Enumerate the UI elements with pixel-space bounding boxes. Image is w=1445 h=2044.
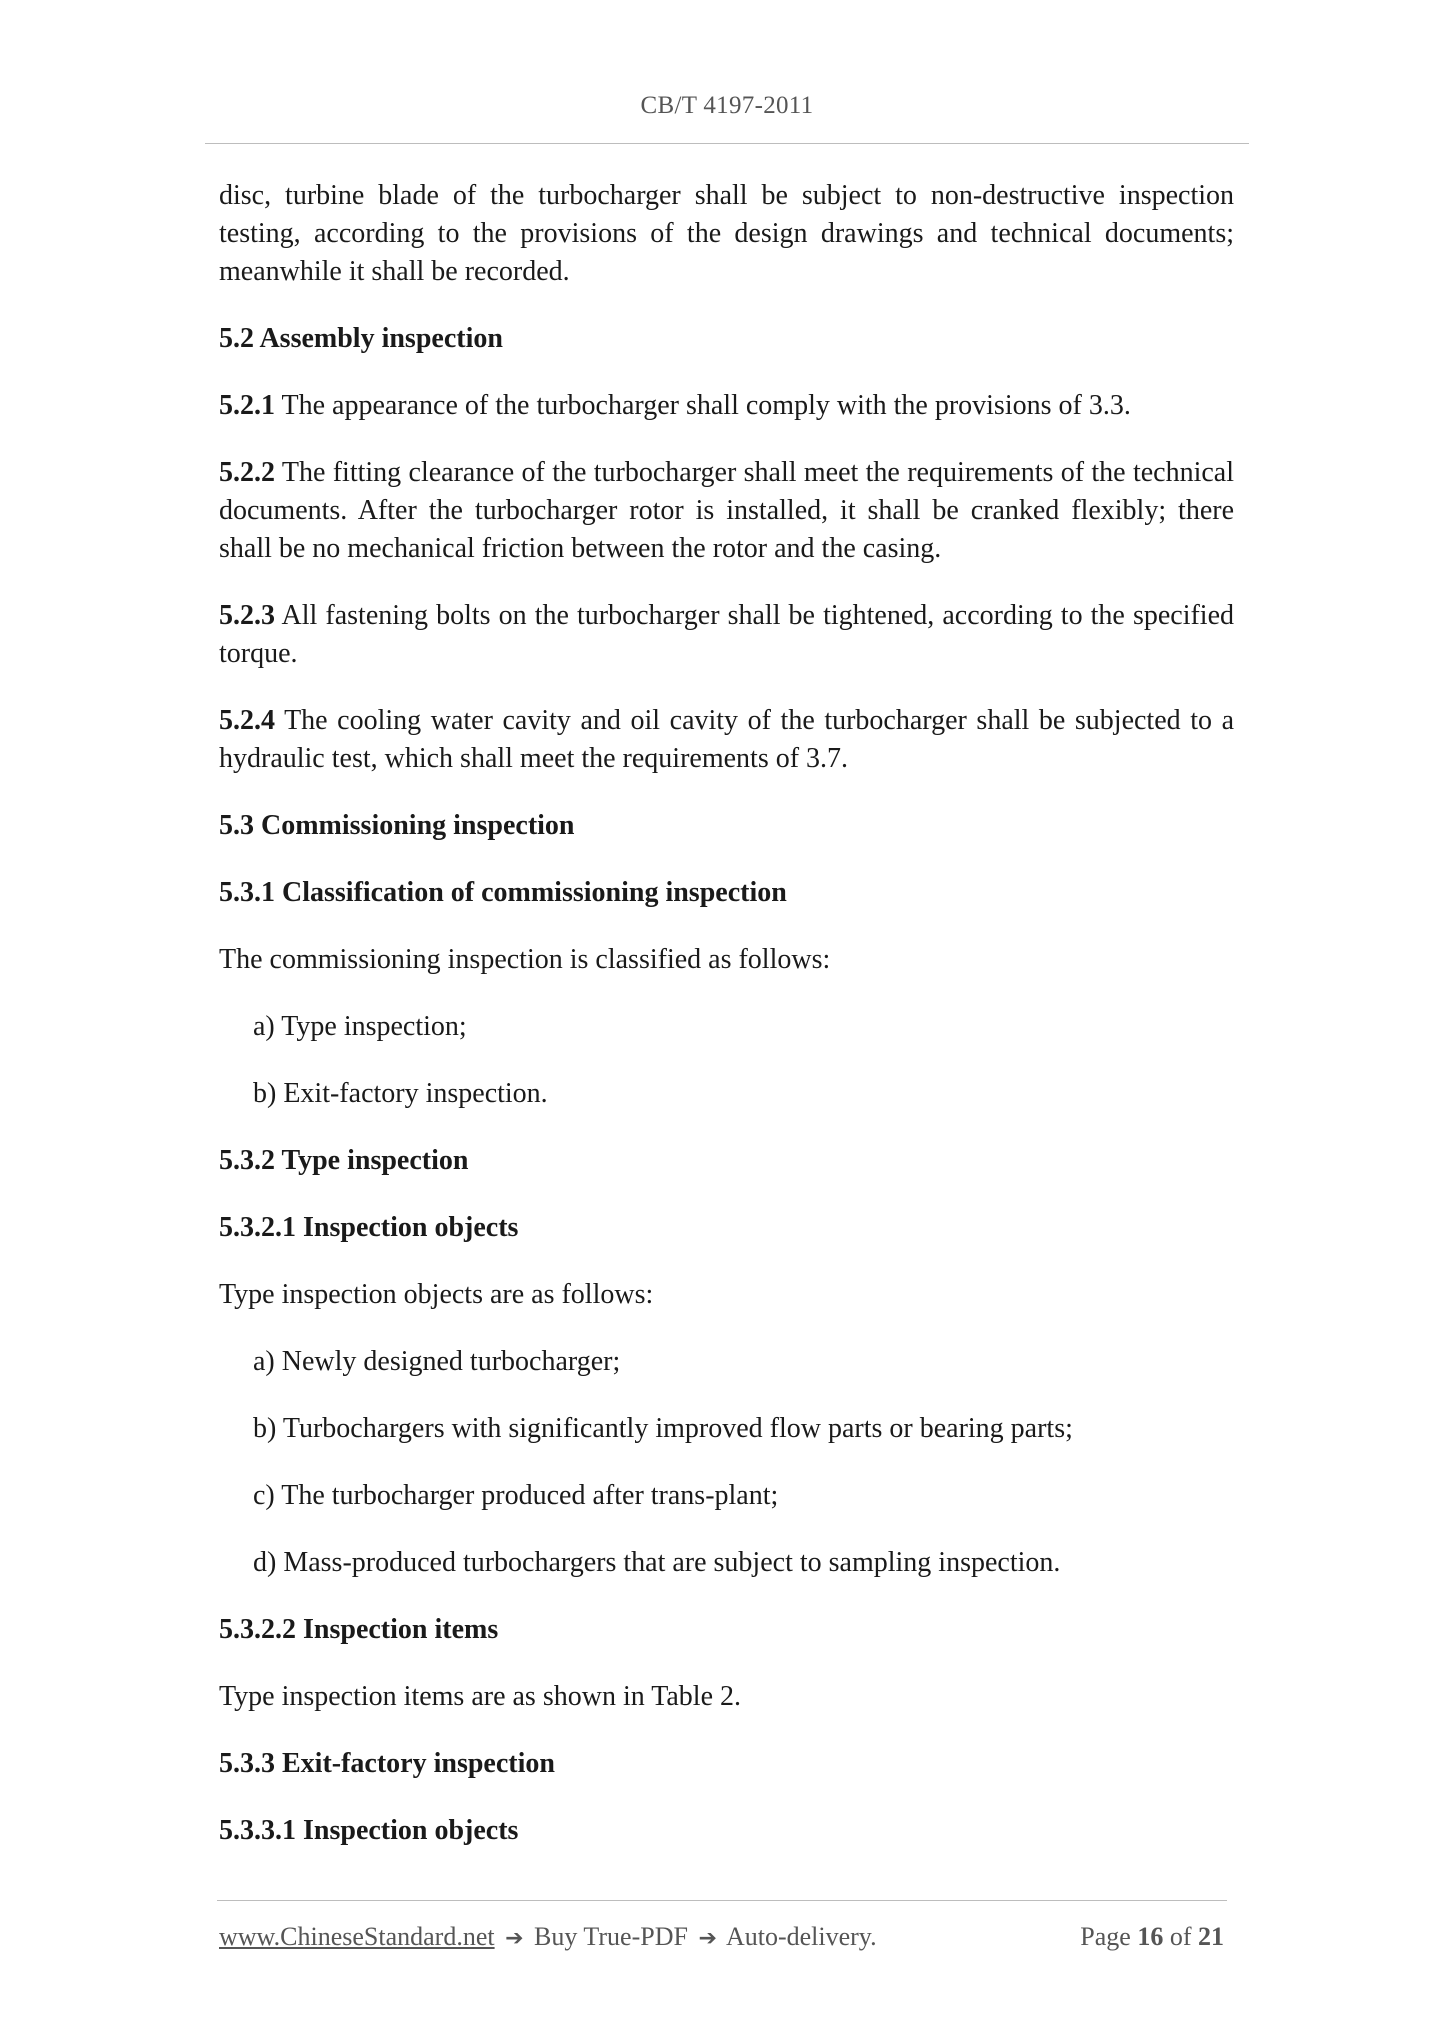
- page-label: Page: [1080, 1922, 1131, 1951]
- clause-5-2-4: [219, 702, 1234, 778]
- list-item: d) Mass-produced turbochargers that are subject to sampling inspection.: [253, 1547, 1061, 1578]
- intro-paragraph: disc, turbine blade of the turbocharger shall be subject to non-destructive inspection testing, according to the provisions of the design drawings and technical documents; meanwhile it shall be recorded.: [219, 180, 1234, 287]
- clause-number: 5.2.1: [219, 390, 275, 421]
- paragraph-5-3-1: The commissioning inspection is classified as follows:: [219, 944, 831, 975]
- auto-delivery-text: Auto-delivery.: [725, 1922, 877, 1951]
- paragraph-5-3-2-1: Type inspection objects are as follows:: [219, 1279, 654, 1310]
- clause-5-2-3: [219, 597, 1234, 673]
- clause-text: The fitting clearance of the turbocharger shall meet the requirements of the technical documents. After the turbocharger rotor is installed, it shall be cranked flexibly; there shall be no mechanical friction between the rotor and the casing.: [219, 457, 1234, 564]
- list-item: a) Newly designed turbocharger;: [253, 1346, 621, 1377]
- heading-5-3-2-1: 5.3.2.1 Inspection objects: [219, 1212, 519, 1243]
- clause-text: All fastening bolts on the turbocharger shall be tightened, according to the specified torque.: [219, 600, 1234, 669]
- of-label: of: [1169, 1922, 1192, 1951]
- heading-5-3-3: 5.3.3 Exit-factory inspection: [219, 1748, 555, 1779]
- clause-number: 5.2.2: [219, 457, 275, 488]
- current-page-number: 16: [1137, 1922, 1164, 1951]
- list-item: b) Exit-factory inspection.: [253, 1078, 548, 1109]
- clause-text: The cooling water cavity and oil cavity of the turbocharger shall be subjected to a hydraulic test, which shall meet the requirements of 3.7.: [219, 705, 1234, 774]
- heading-5-2: 5.2 Assembly inspection: [219, 323, 503, 354]
- heading-5-3: 5.3 Commissioning inspection: [219, 810, 575, 841]
- clause-number: 5.2.4: [219, 705, 275, 736]
- clause-5-2-1: [219, 387, 1234, 425]
- clause-text: The appearance of the turbocharger shall comply with the provisions of 3.3.: [275, 390, 1131, 421]
- total-page-number: 21: [1198, 1922, 1224, 1951]
- heading-5-3-1: 5.3.1 Classification of commissioning inspection: [219, 877, 787, 908]
- clause-5-2-2: [219, 454, 1234, 568]
- page-indicator: [1080, 1922, 1224, 1952]
- heading-5-3-2-2: 5.3.2.2 Inspection items: [219, 1614, 499, 1645]
- document-code-header: CB/T 4197-2011: [640, 92, 814, 119]
- list-item: c) The turbocharger produced after trans-plant;: [253, 1480, 779, 1511]
- header-divider: [205, 143, 1249, 144]
- footer-divider: [217, 1900, 1227, 1901]
- list-item: b) Turbochargers with significantly improved flow parts or bearing parts;: [253, 1413, 1073, 1444]
- paragraph-5-3-2-2: Type inspection items are as shown in Table 2.: [219, 1681, 742, 1712]
- page-body: [219, 177, 1234, 1879]
- heading-5-3-3-1: 5.3.3.1 Inspection objects: [219, 1815, 519, 1846]
- site-link[interactable]: www.ChineseStandard.net: [219, 1922, 495, 1951]
- clause-number: 5.2.3: [219, 600, 275, 631]
- heading-5-3-2: 5.3.2 Type inspection: [219, 1145, 469, 1176]
- right-arrow-icon: ➔: [698, 1926, 717, 1951]
- right-arrow-icon: ➔: [505, 1926, 524, 1951]
- buy-true-pdf-text: Buy True-PDF: [534, 1922, 688, 1951]
- list-item: a) Type inspection;: [253, 1011, 467, 1042]
- footer-promo: [219, 1922, 877, 1952]
